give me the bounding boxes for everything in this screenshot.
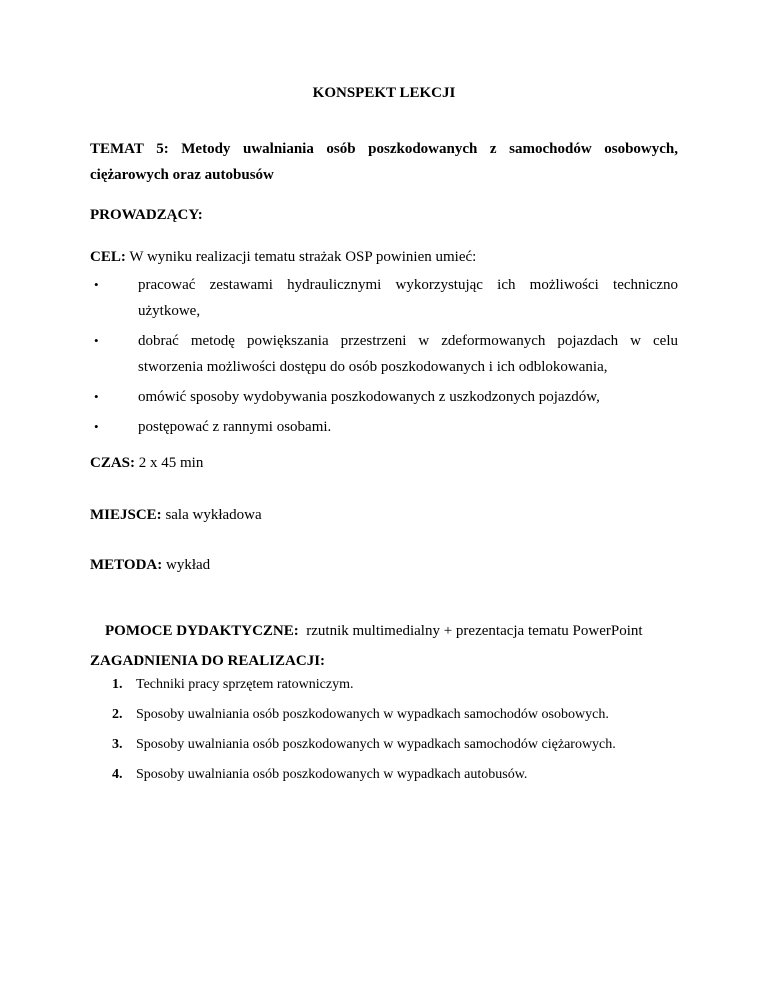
goal-item-line-1: postępować z rannymi osobami. [138,419,332,435]
issues-section [90,652,678,670]
issues-label: ZAGADNIENIA DO REALIZACJI: [90,653,326,669]
goal-intro: W wyniku realizacji tematu strażak OSP powinien umieć: [125,249,477,265]
goal-item [90,414,678,440]
bullet-icon: • [94,389,99,404]
goal-item [90,328,678,380]
goal-list [90,272,678,444]
leader-section [90,206,678,224]
method-label: METODA: [90,557,163,573]
issue-item [112,706,678,724]
goal-item-line-1: omówić sposoby wydobywania poszkodowanych z uszkodzonych pojazdów, [138,389,600,405]
issue-number: 2. [112,707,123,722]
goal-section [90,248,678,266]
issue-item [112,736,678,754]
issue-text: Sposoby uwalniania osób poszkodowanych w wypadkach autobusów. [136,767,528,782]
lesson-topic-line-2: ciężarowych oraz autobusów [90,167,274,183]
bullet-icon: • [94,277,99,292]
issue-number: 4. [112,767,123,782]
issue-text: Sposoby uwalniania osób poszkodowanych w wypadkach samochodów osobowych. [136,707,609,722]
leader-label: PROWADZĄCY: [90,207,203,223]
issue-text: Techniki pracy sprzętem ratowniczym. [136,677,354,692]
aids-value: rzutnik multimedialny + prezentacja tematu PowerPoint [298,623,643,639]
goal-item-line-1: dobrać metodę powiększania przestrzeni w zdeformowanych pojazdach w celu [138,333,678,349]
aids-section [90,604,678,658]
bullet-icon: • [94,419,99,434]
goal-item-line-1: pracować zestawami hydraulicznymi wykorzystując ich możliwości techniczno [138,277,678,293]
bullet-icon: • [94,333,99,348]
page-title: KONSPEKT LEKCJI [312,85,456,101]
time-label: CZAS: [90,455,136,471]
lesson-topic [90,136,678,188]
method-value: wykład [162,557,211,573]
time-section [90,454,678,472]
issue-item [112,766,678,784]
aids-label: POMOCE DYDAKTYCZNE: [105,623,299,639]
goal-item-line-2: stworzenia możliwości dostępu do osób poszkodowanych i ich odblokowania, [138,359,608,375]
issues-list [112,676,678,796]
lesson-topic-line-1: TEMAT 5: Metody uwalniania osób poszkodowanych z samochodów osobowych, [90,141,678,157]
goal-item [90,272,678,324]
issue-item [112,676,678,694]
goal-item-line-2: użytkowe, [138,303,201,319]
issue-number: 1. [112,677,123,692]
goal-label: CEL: [90,249,126,265]
time-value: 2 x 45 min [135,455,204,471]
goal-item [90,384,678,410]
place-section [90,506,678,524]
place-value: sala wykładowa [161,507,262,523]
issue-number: 3. [112,737,123,752]
place-label: MIEJSCE: [90,507,162,523]
method-section [90,556,678,574]
issue-text: Sposoby uwalniania osób poszkodowanych w wypadkach samochodów ciężarowych. [136,737,616,752]
